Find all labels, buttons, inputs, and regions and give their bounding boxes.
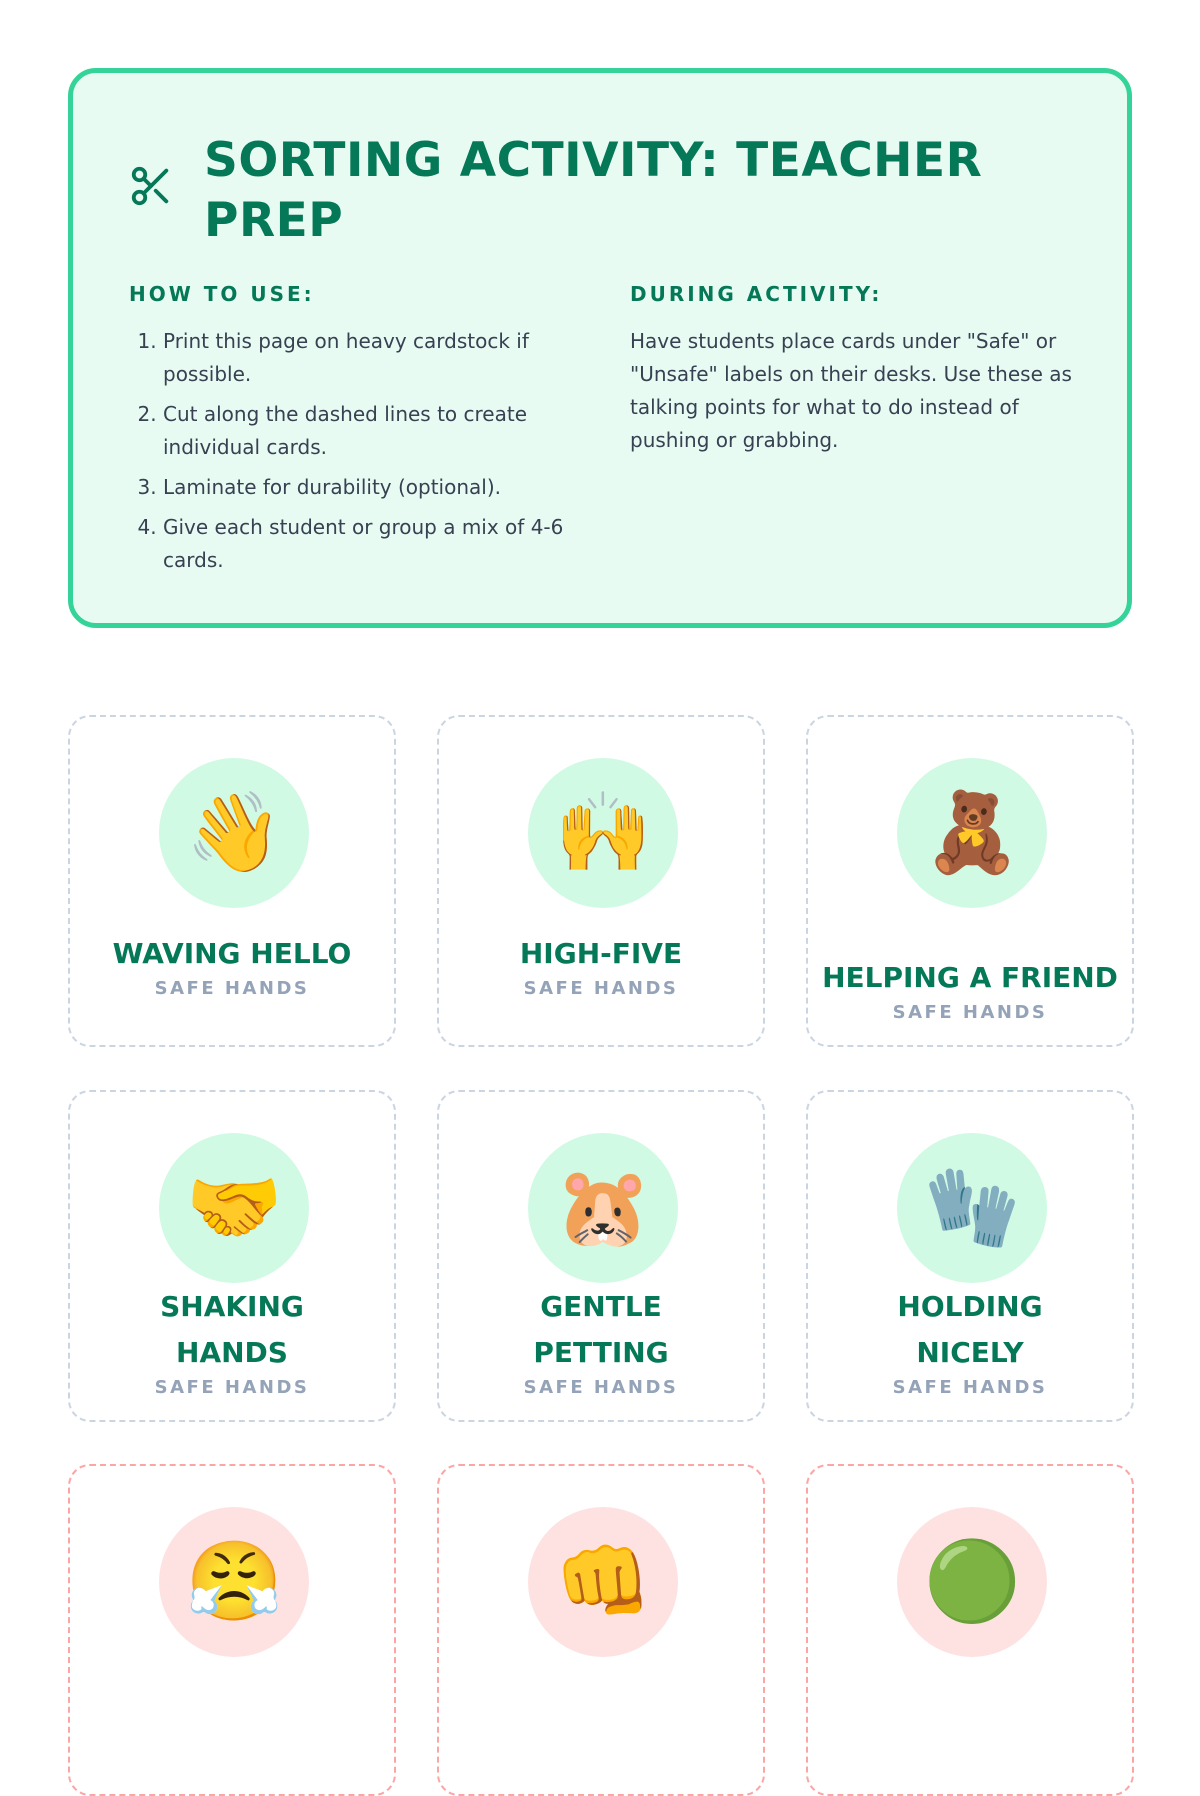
during-activity-section <box>630 281 1080 457</box>
card-icon-circle <box>528 758 678 908</box>
card-tag: SAFE HANDS <box>154 1377 310 1398</box>
card-gentle-petting <box>437 1090 765 1422</box>
step-item: 3. Laminate for durability (optional). <box>163 471 569 504</box>
teddy-bear-icon: 🧸 <box>923 788 1021 878</box>
step-item: 1. Print this page on heavy cardstock if possible. <box>163 325 569 391</box>
step-item: 2. Cut along the dashed lines to create individual cards. <box>163 398 569 464</box>
how-to-use-section <box>129 281 569 584</box>
glove-icon: 🧤 <box>923 1163 1021 1253</box>
during-activity-heading: DURING ACTIVITY: <box>630 282 883 306</box>
handshake-icon: 🤝 <box>185 1163 283 1253</box>
card-unsafe-fist <box>437 1464 765 1796</box>
card-tag: SAFE HANDS <box>523 1377 679 1398</box>
angry-face-icon: 😤 <box>185 1537 283 1627</box>
card-helping-a-friend <box>806 715 1134 1047</box>
hamster-icon: 🐹 <box>554 1163 652 1253</box>
card-icon-circle <box>159 1133 309 1283</box>
during-activity-text: Have students place cards under "Safe" or "Unsafe" labels on their desks. Use these as talking points for what to do instead of pushing or grabbing. <box>630 329 1072 452</box>
how-to-use-heading: HOW TO USE: <box>129 282 315 306</box>
card-tag: SAFE HANDS <box>892 1377 1048 1398</box>
card-title: HELPING A FRIEND <box>822 961 1118 994</box>
card-icon-circle <box>159 758 309 908</box>
card-icon-circle <box>528 1133 678 1283</box>
card-high-five <box>437 715 765 1047</box>
card-tag: SAFE HANDS <box>523 978 679 999</box>
card-icon-circle <box>159 1507 309 1657</box>
card-title: SHAKING HANDS <box>160 1290 304 1369</box>
green-ball-icon: 🟢 <box>923 1537 1021 1627</box>
teacher-prep-panel <box>68 68 1132 628</box>
card-tag: SAFE HANDS <box>154 978 310 999</box>
waving-hand-icon: 👋 <box>185 788 283 878</box>
card-tag: SAFE HANDS <box>892 1002 1048 1023</box>
scissors-icon <box>128 163 174 209</box>
card-icon-circle <box>897 758 1047 908</box>
card-title: GENTLE PETTING <box>533 1290 669 1369</box>
page-title: SORTING ACTIVITY: TEACHER PREP <box>204 133 983 248</box>
card-title: HOLDING NICELY <box>897 1290 1043 1369</box>
card-icon-circle <box>528 1507 678 1657</box>
steps-list <box>129 325 569 577</box>
card-title: HIGH-FIVE <box>519 937 683 970</box>
card-title: WAVING HELLO <box>112 937 352 970</box>
card-shaking-hands <box>68 1090 396 1422</box>
card-icon-circle <box>897 1507 1047 1657</box>
card-holding-nicely <box>806 1090 1134 1422</box>
raised-hands-icon: 🙌 <box>554 788 652 878</box>
card-unsafe-angry <box>68 1464 396 1796</box>
card-unsafe-ball <box>806 1464 1134 1796</box>
fist-icon: 👊 <box>554 1537 652 1627</box>
card-waving-hello <box>68 715 396 1047</box>
step-item: 4. Give each student or group a mix of 4-6 cards. <box>163 511 569 577</box>
card-icon-circle <box>897 1133 1047 1283</box>
